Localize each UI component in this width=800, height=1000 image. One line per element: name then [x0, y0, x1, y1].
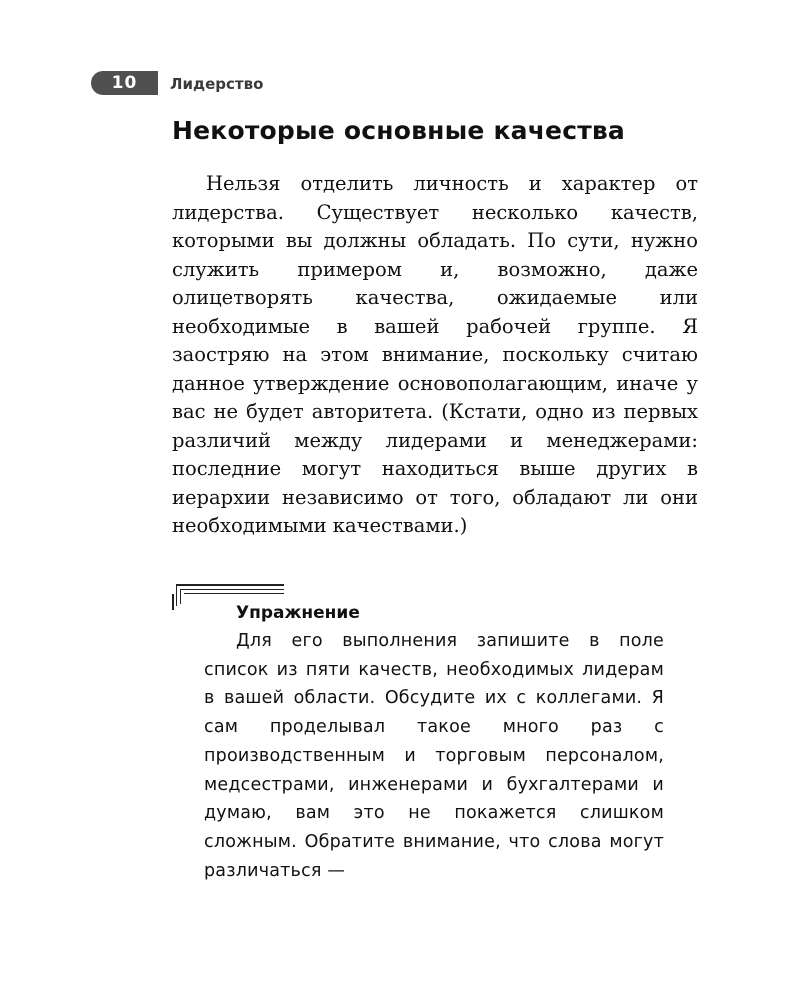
body-paragraph: Нельзя отделить личность и характер от лидерства. Существует несколько качеств, которыми вы должны обладать. По сути, нужно служить примером и, возможно, даже олицетворять качества, ожидаемые или необходимые в вашей рабочей группе. Я заостряю на этом внимание, поскольку считаю данное утверждение основополагающим, иначе у вас не будет авторитета. (Кстати, одно из первых различий между лидерами и менеджерами: последние могут находиться выше других в иерархии независимо от того, обладают ли они необходимыми качествами.)	[172, 172, 698, 537]
section-title: Некоторые основные качества	[172, 116, 626, 145]
page-number-tab: 10	[91, 71, 158, 95]
exercise-text: Для его выполнения запишите в поле список из пяти качеств, необходимых лидерам в вашей области. Обсудите их с коллегами. Я сам проделывал такое много раз с производственным и торговым персоналом, медсестрами, инженерами и бухгалтерами и думаю, вам это не покажется слишком сложным. Обратите внимание, что слова могут различаться —	[204, 631, 664, 881]
running-head: Лидерство	[170, 75, 264, 93]
exercise-title: Упражнение	[236, 603, 360, 623]
